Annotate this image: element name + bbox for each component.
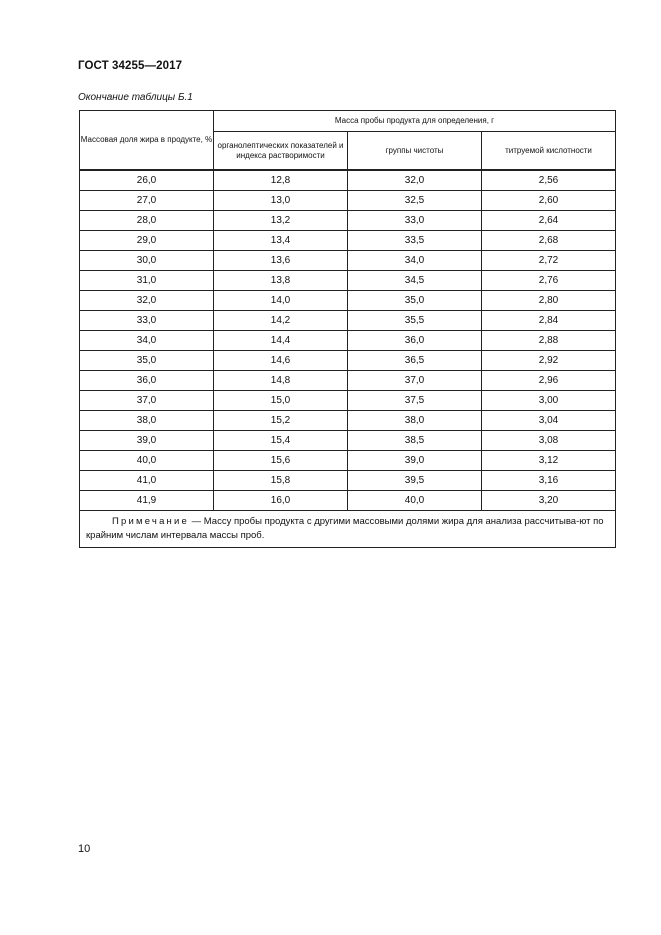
table-cell: 2,84 xyxy=(482,311,616,331)
table-cell: 2,60 xyxy=(482,191,616,211)
note-text: — Массу пробы продукта с другими массовыми долями жира для анализа рассчитыва-ют по крайним числам интервала массы проб. xyxy=(86,516,604,541)
table-cell: 38,0 xyxy=(348,411,482,431)
table-cell: 33,0 xyxy=(80,311,214,331)
table-cell: 12,8 xyxy=(214,170,348,191)
table-cell: 3,16 xyxy=(482,471,616,491)
header-sample-mass: Масса пробы продукта для определения, г xyxy=(214,111,616,132)
table-cell: 37,5 xyxy=(348,391,482,411)
table-cell: 14,2 xyxy=(214,311,348,331)
table-cell: 3,20 xyxy=(482,491,616,511)
table-cell: 27,0 xyxy=(80,191,214,211)
table-cell: 2,80 xyxy=(482,291,616,311)
table-cell: 15,2 xyxy=(214,411,348,431)
table-row xyxy=(80,471,616,491)
table-cell: 37,0 xyxy=(348,371,482,391)
note-label: Примечание xyxy=(112,516,189,527)
table-cell: 2,64 xyxy=(482,211,616,231)
table-cell: 33,5 xyxy=(348,231,482,251)
table-cell: 2,96 xyxy=(482,371,616,391)
table-cell: 32,0 xyxy=(348,170,482,191)
table-cell: 37,0 xyxy=(80,391,214,411)
table-cell: 34,0 xyxy=(80,331,214,351)
table-cell: 36,0 xyxy=(80,371,214,391)
table-cell: 3,00 xyxy=(482,391,616,411)
table-cell: 34,0 xyxy=(348,251,482,271)
table-cell: 14,0 xyxy=(214,291,348,311)
table-cell: 39,0 xyxy=(80,431,214,451)
table-cell: 2,88 xyxy=(482,331,616,351)
table-cell: 15,6 xyxy=(214,451,348,471)
table-cell: 32,5 xyxy=(348,191,482,211)
table-cell: 39,0 xyxy=(348,451,482,471)
table-cell: 40,0 xyxy=(348,491,482,511)
table-cell: 28,0 xyxy=(80,211,214,231)
table-cell: 13,6 xyxy=(214,251,348,271)
table-cell: 38,0 xyxy=(80,411,214,431)
header-organoleptic: органолептических показателей и индекса растворимости xyxy=(214,132,348,171)
header-acidity: титруемой кислотности xyxy=(482,132,616,171)
table-row xyxy=(80,231,616,251)
table-row xyxy=(80,371,616,391)
table-cell: 3,04 xyxy=(482,411,616,431)
table-cell: 13,0 xyxy=(214,191,348,211)
table-cell: 35,0 xyxy=(348,291,482,311)
table-cell: 29,0 xyxy=(80,231,214,251)
table-cell: 35,5 xyxy=(348,311,482,331)
table-cell: 39,5 xyxy=(348,471,482,491)
table-cell: 41,0 xyxy=(80,471,214,491)
table-cell: 30,0 xyxy=(80,251,214,271)
table-cell: 15,0 xyxy=(214,391,348,411)
table-cell: 34,5 xyxy=(348,271,482,291)
table-row xyxy=(80,351,616,371)
table-cell: 14,4 xyxy=(214,331,348,351)
table-cell: 13,2 xyxy=(214,211,348,231)
table-row xyxy=(80,271,616,291)
table-row xyxy=(80,431,616,451)
table-row xyxy=(80,211,616,231)
table-cell: 2,92 xyxy=(482,351,616,371)
header-purity-group: группы чистоты xyxy=(348,132,482,171)
table-row xyxy=(80,191,616,211)
table-row xyxy=(80,391,616,411)
table-cell: 14,6 xyxy=(214,351,348,371)
table-cell: 2,72 xyxy=(482,251,616,271)
table-cell: 31,0 xyxy=(80,271,214,291)
header-fat-fraction: Массовая доля жира в продукте, % xyxy=(80,111,214,171)
table-cell: 36,5 xyxy=(348,351,482,371)
table-cell: 2,56 xyxy=(482,170,616,191)
table-cell: 26,0 xyxy=(80,170,214,191)
table-cell: 13,8 xyxy=(214,271,348,291)
table-cell: 35,0 xyxy=(80,351,214,371)
table-row xyxy=(80,411,616,431)
table-caption: Окончание таблицы Б.1 xyxy=(78,92,193,103)
table-cell: 41,9 xyxy=(80,491,214,511)
data-table xyxy=(79,110,616,548)
table-note xyxy=(80,511,616,548)
table-row xyxy=(80,331,616,351)
table-cell: 15,4 xyxy=(214,431,348,451)
page-number: 10 xyxy=(78,843,91,855)
table-cell: 40,0 xyxy=(80,451,214,471)
table-cell: 16,0 xyxy=(214,491,348,511)
table-cell: 38,5 xyxy=(348,431,482,451)
table-cell: 32,0 xyxy=(80,291,214,311)
table-cell: 3,12 xyxy=(482,451,616,471)
table-row xyxy=(80,491,616,511)
table-cell: 3,08 xyxy=(482,431,616,451)
table-cell: 33,0 xyxy=(348,211,482,231)
table-row xyxy=(80,251,616,271)
table-row xyxy=(80,291,616,311)
table-cell: 36,0 xyxy=(348,331,482,351)
table-row xyxy=(80,311,616,331)
table-cell: 2,68 xyxy=(482,231,616,251)
table-row xyxy=(80,170,616,191)
document-title: ГОСТ 34255—2017 xyxy=(78,60,183,72)
table-cell: 13,4 xyxy=(214,231,348,251)
table-cell: 2,76 xyxy=(482,271,616,291)
table-cell: 15,8 xyxy=(214,471,348,491)
table-row xyxy=(80,451,616,471)
table-cell: 14,8 xyxy=(214,371,348,391)
